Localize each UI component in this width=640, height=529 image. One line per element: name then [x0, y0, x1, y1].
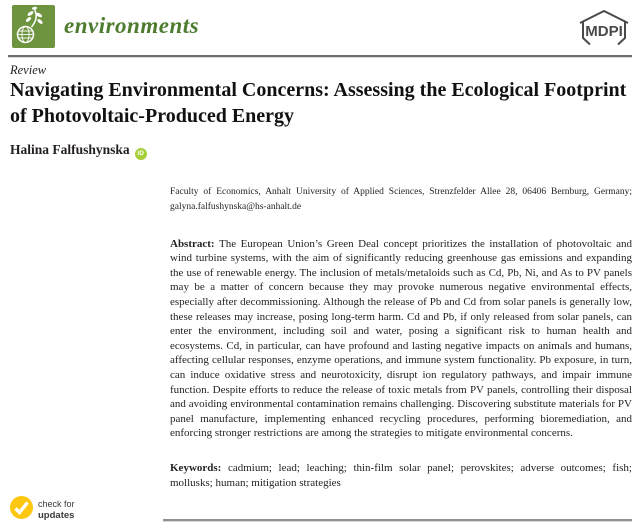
abstract-label: Abstract:	[170, 237, 215, 250]
check-for-updates-label	[38, 499, 75, 521]
journal-name: environments	[64, 13, 200, 38]
keywords-label: Keywords:	[170, 461, 222, 474]
orcid-icon[interactable]: iD	[135, 148, 147, 160]
check-for-updates-line2: updates	[38, 509, 75, 521]
affiliation-text: Faculty of Economics, Anhalt University of Applied Sciences, Strenzfelder Allee 28, 06406 Bernburg, Germany; galyna.falfushynska@hs-anhalt.de	[170, 187, 632, 212]
plant-globe-icon	[12, 35, 55, 52]
keywords-text: cadmium; lead; leaching; thin-film solar panel; perovskites; adverse outcomes; fish; mollusks; human; mitigation strategies	[170, 461, 632, 489]
keywords-paragraph	[170, 461, 632, 491]
page-title: Navigating Environmental Concerns: Assessing the Ecological Footprint of Photovoltaic-Produced Energy	[10, 79, 627, 127]
header-divider	[8, 55, 632, 58]
abstract-paragraph	[170, 237, 632, 441]
mdpi-logo-text: MDPI	[585, 23, 623, 40]
abstract-text: The European Union’s Green Deal concept prioritizes the installation of photovoltaic and wind turbine systems, with the aim of significantly reducing greenhouse gas emissions and expanding the use of renewable energy. The inclusion of metals/metaloids such as Cd, Pb, Ni, and As to PV panels may be a matter of concern because they may provoke numerous negative environmental effects, especially after decommissioning. Although the release of Pb and Cd from solar panels is generally low, these releases may increase, posing long-term harm. Cd and Pb, if only released from solar panels, can enter the environment, including soil and water, posing a significant risk to human health and ecosystems. Cd, in particular, can have profound and lasting negative impacts on animals and humans, affecting cellular responses, enzyme operations, and immune system functionality. Pb exposure, in turn, can induce oxidative stress and neurotoxicity, disrupt ion regulatory pathways, and impair immune function. Despite efforts to reduce the release of toxic metals from PV panels, controlling their disposal and avoiding environmental contamination remains challenging. Discovering substitute materials for PV panel manufacture, implementing enhanced recycling procedures, performing bioremediation, and enforcing stronger restrictions are among the strategies to mitigate environmental concerns.	[170, 237, 632, 440]
author-row	[10, 142, 147, 160]
article-type-label: Review	[10, 63, 47, 77]
section-divider	[163, 519, 632, 522]
author-name: Halina Falfushynska	[10, 142, 130, 157]
journal-logo	[12, 5, 55, 48]
crossmark-check-icon	[10, 496, 33, 524]
mdpi-logo[interactable]	[576, 7, 632, 49]
check-for-updates-badge[interactable]	[10, 496, 75, 524]
article-meta-column	[170, 185, 632, 491]
check-for-updates-line1: check for	[38, 499, 75, 509]
